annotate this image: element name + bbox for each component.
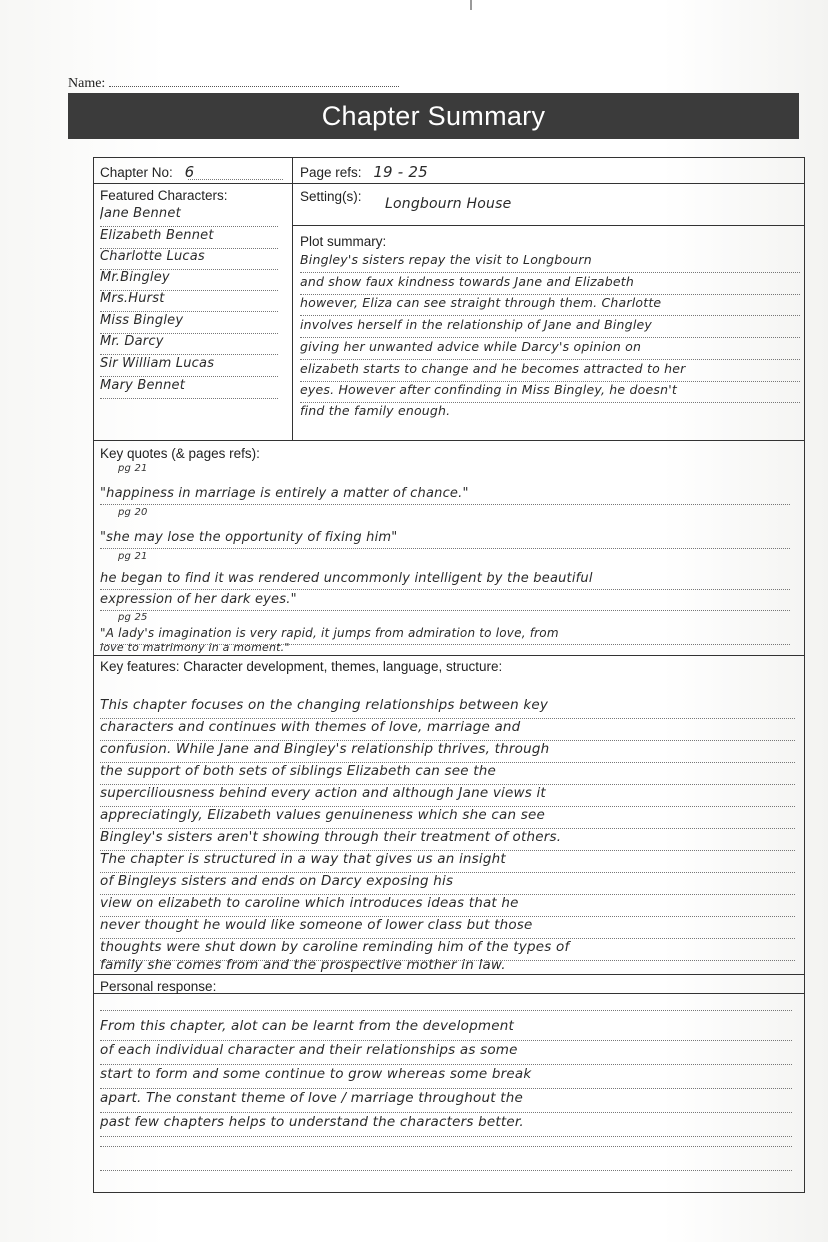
character-item[interactable]: Mr.Bingley [100,270,278,291]
response-line[interactable]: apart. The constant theme of love / marriage throughout the [100,1090,792,1113]
character-item[interactable]: Mrs.Hurst [100,291,278,312]
page-refs-label: Page refs: [300,165,362,180]
character-item[interactable]: Jane Bennet [100,206,278,227]
quote-line[interactable]: "A lady's imagination is very rapid, it jumps from admiration to love, from [100,626,790,645]
feature-line[interactable]: confusion. While Jane and Bingley's relationship thrives, through [100,741,795,763]
chapter-no-label: Chapter No: [100,165,173,180]
response-line[interactable]: start to form and some continue to grow whereas some break [100,1066,792,1089]
quote-page-ref: pg 21 [118,551,148,562]
response-line[interactable]: past few chapters helps to understand the characters better. [100,1114,792,1137]
quote-page-ref: pg 21 [118,463,148,474]
quotes-label: Key quotes (& pages refs): [100,446,260,461]
title-bar [68,93,799,139]
plot-line[interactable]: Bingley's sisters repay the visit to Longbourn [300,252,800,273]
character-item[interactable]: Miss Bingley [100,313,278,334]
feature-line[interactable]: This chapter focuses on the changing relationships between key [100,697,795,719]
feature-line[interactable]: superciliousness behind every action and although Jane views it [100,785,795,807]
plot-line[interactable]: eyes. However after confinding in Miss Bingley, he doesn't [300,382,800,403]
response-blank-line [100,1010,792,1011]
frame-right-extension [804,994,805,1192]
features-label: Key features: Character development, themes, language, structure: [100,659,503,674]
chapter-no-underline [188,179,283,180]
name-label: Name: [68,76,106,91]
page-refs-field [300,163,428,181]
chapter-no-value[interactable]: 6 [184,163,195,181]
divider-column [292,157,293,440]
plot-line[interactable]: elizabeth starts to change and he becomes attracted to her [300,361,800,382]
feature-line[interactable]: the support of both sets of siblings Elizabeth can see the [100,763,795,785]
feature-line[interactable]: view on elizabeth to caroline which introduces ideas that he [100,895,795,917]
frame-bottom [93,1192,805,1193]
divider-features [93,655,805,656]
response-line[interactable]: of each individual character and their relationships as some [100,1042,792,1065]
character-item[interactable]: Mr. Darcy [100,334,278,355]
feature-line[interactable]: never thought he would like someone of lower class but those [100,917,795,939]
page-title: Chapter Summary [321,100,546,131]
divider-top-row [93,183,805,184]
response-blank-line [100,1170,792,1171]
plot-line[interactable]: find the family enough. [300,403,451,418]
binder-mark [470,0,472,10]
chapter-no-field [100,163,194,181]
feature-line[interactable]: The chapter is structured in a way that gives us an insight [100,851,795,873]
quote-page-ref: pg 20 [118,507,148,518]
character-item[interactable]: Elizabeth Bennet [100,228,278,249]
setting-value[interactable]: Longbourn House [385,196,512,212]
response-label: Personal response: [100,979,217,994]
plot-label: Plot summary: [300,234,387,249]
feature-line[interactable]: appreciatingly, Elizabeth values genuineness which she can see [100,807,795,829]
feature-line[interactable]: of Bingleys sisters and ends on Darcy exposing his [100,873,795,895]
character-item[interactable]: Charlotte Lucas [100,249,278,270]
feature-line[interactable]: family she comes from and the prospective mother in law. [100,957,506,973]
quote-line[interactable]: love to matrimony in a moment." [100,641,290,654]
name-field[interactable] [109,76,399,87]
divider-setting [292,225,805,226]
plot-line[interactable]: however, Eliza can see straight through them. Charlotte [300,295,800,316]
plot-line[interactable]: giving her unwanted advice while Darcy's opinion on [300,339,800,360]
name-row [68,76,399,92]
feature-line[interactable]: Bingley's sisters aren't showing through their treatment of others. [100,829,795,851]
response-blank-line [100,1146,792,1147]
divider-response [93,974,805,975]
quote-line[interactable]: "she may lose the opportunity of fixing him" [100,530,790,549]
quote-line[interactable]: expression of her dark eyes." [100,592,790,611]
page-refs-value[interactable]: 19 - 25 [373,163,428,181]
feature-line[interactable]: thoughts were shut down by caroline reminding him of the types of [100,939,795,961]
feature-line[interactable]: characters and continues with themes of love, marriage and [100,719,795,741]
setting-label: Setting(s): [300,189,362,204]
frame-left-extension [93,994,94,1192]
divider-quotes [93,440,805,441]
quote-line[interactable]: "happiness in marriage is entirely a matter of chance." [100,486,790,505]
quote-page-ref: pg 25 [118,612,148,623]
response-line[interactable]: From this chapter, alot can be learnt from the development [100,1018,792,1041]
plot-line[interactable]: involves herself in the relationship of Jane and Bingley [300,317,800,338]
characters-label: Featured Characters: [100,188,228,203]
plot-line[interactable]: and show faux kindness towards Jane and Elizabeth [300,274,800,295]
character-item[interactable]: Mary Bennet [100,378,278,399]
character-item[interactable]: Sir William Lucas [100,356,278,377]
quote-line[interactable]: he began to find it was rendered uncommonly intelligent by the beautiful [100,571,790,590]
